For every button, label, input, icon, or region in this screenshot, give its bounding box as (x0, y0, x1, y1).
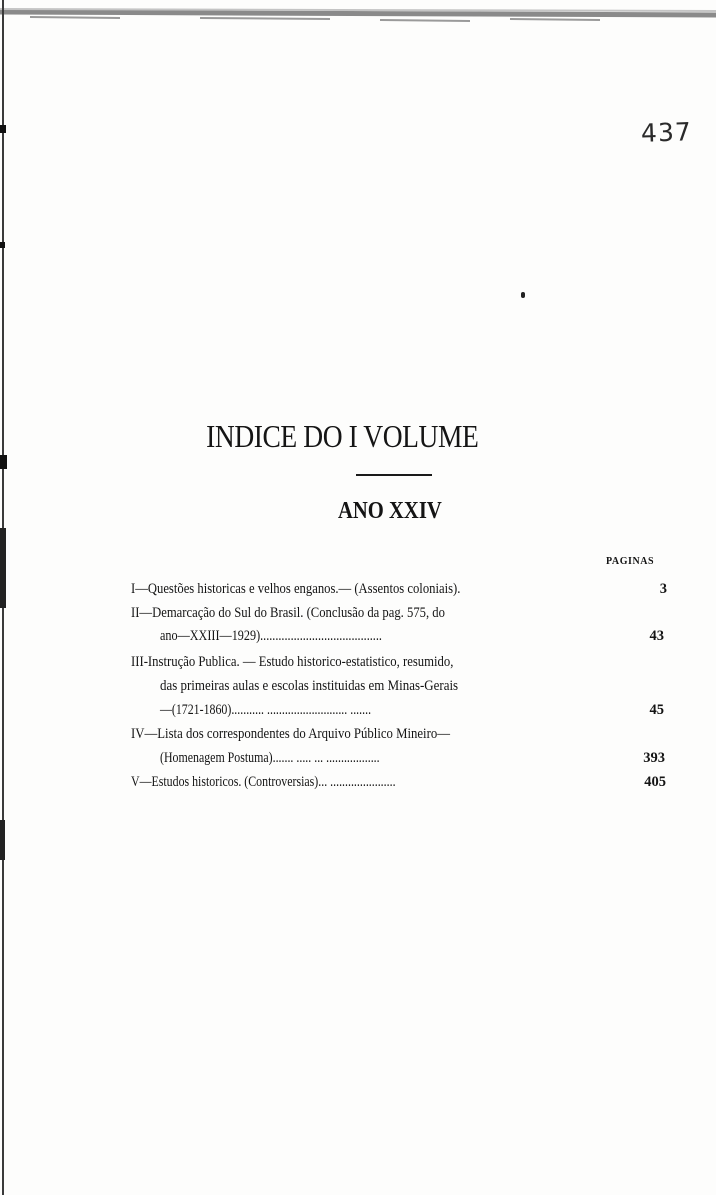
toc-entry-5 (131, 774, 396, 790)
toc-entry-2 (131, 605, 445, 621)
toc-entry-line: Instrução Publica. — Estudo historico-estatistico, resumido, (147, 654, 454, 670)
toc-entry-line: —(1721-1860)........... ........................... ....... (160, 702, 372, 718)
scan-left-edge (0, 0, 10, 1195)
toc-entry-number: III- (131, 654, 148, 670)
page-number: 437 (640, 117, 693, 148)
toc-entry-line: (Homenagem Postuma)....... ..... ... .................. (160, 750, 380, 766)
toc-entry-line: Demarcação do Sul do Brasil. (Conclusão da pag. 575, do (152, 605, 445, 621)
toc-entry-4-cont (160, 750, 380, 766)
scan-top-edge (0, 6, 716, 22)
title-divider (356, 474, 432, 476)
toc-entry-3-cont (160, 678, 458, 694)
ink-speck (521, 292, 525, 298)
toc-entry-2-cont (160, 628, 382, 644)
toc-entry-line: ano—XXIII—1929)........................................ (160, 628, 382, 644)
toc-entry-4 (131, 726, 450, 742)
toc-entry-line: Lista dos correspondentes do Arquivo Público Mineiro— (157, 726, 450, 742)
toc-entry-line: das primeiras aulas e escolas instituidas em Minas-Gerais (160, 678, 459, 694)
toc-entry-number: V— (131, 774, 152, 790)
toc-entry-line: Estudos historicos. (Controversias)... ...................... (151, 774, 396, 790)
pages-column-header: PAGINAS (606, 556, 655, 567)
toc-entry-number: IV— (131, 726, 158, 742)
section-subtitle: ANO XXIV (338, 498, 442, 524)
toc-entry-page: 45 (649, 702, 664, 718)
toc-entry-number: II— (131, 605, 153, 621)
page-title: INDICE DO I VOLUME (206, 418, 479, 454)
toc-entry-page: 405 (644, 774, 666, 790)
toc-entry-page: 3 (659, 581, 667, 597)
toc-entry-number: I— (131, 581, 148, 597)
toc-entry-3-cont2 (160, 702, 371, 718)
toc-entry-page: 393 (643, 750, 665, 766)
toc-entry-line: Questões historicas e velhos enganos.— (Assentos coloniais). (147, 581, 461, 597)
toc-entry-1 (131, 581, 460, 597)
toc-entry-3 (131, 654, 453, 670)
toc-entry-page: 43 (649, 628, 664, 644)
